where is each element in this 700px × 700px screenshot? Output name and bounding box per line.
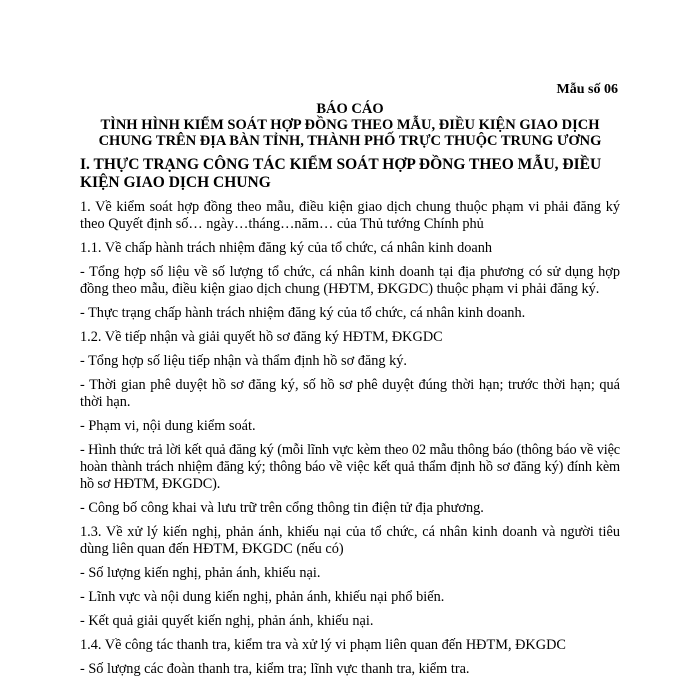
paragraph-1-2-e: - Công bố công khai và lưu trữ trên cổng thông tin điện tử địa phương. xyxy=(80,500,484,516)
report-title-line-2: TÌNH HÌNH KIỂM SOÁT HỢP ĐỒNG THEO MẪU, ĐIỀU KIỆN GIAO DỊCH xyxy=(100,117,600,133)
paragraph-1-3-b: - Lĩnh vực và nội dung kiến nghị, phản ánh, khiếu nại phổ biến. xyxy=(80,589,445,605)
paragraph-1-2-d: - Hình thức trả lời kết quả đăng ký (mỗi lĩnh vực kèm theo 02 mẫu thông báo (thông báo về việc hoàn thành trách nhiệm đăng ký; thông báo về việc kết quả thẩm định hồ sơ đăng ký) đính kèm hồ sơ HĐTM, ĐKGDC). xyxy=(80,442,620,492)
paragraph-1: 1. Về kiểm soát hợp đồng theo mẫu, điều kiện giao dịch chung thuộc phạm vi phải đăng ký theo Quyết định số… ngày…tháng…năm… của Thủ tướng Chính phủ xyxy=(80,199,620,232)
paragraph-1-4: 1.4. Về công tác thanh tra, kiểm tra và xử lý vi phạm liên quan đến HĐTM, ĐKGDC xyxy=(80,637,566,653)
paragraph-1-2: 1.2. Về tiếp nhận và giải quyết hồ sơ đăng ký HĐTM, ĐKGDC xyxy=(80,329,443,345)
paragraph-1-2-c: - Phạm vi, nội dung kiểm soát. xyxy=(80,418,256,434)
paragraph-1-3-a: - Số lượng kiến nghị, phản ánh, khiếu nại. xyxy=(80,565,321,581)
paragraph-1-3: 1.3. Về xử lý kiến nghị, phản ánh, khiếu nại của tổ chức, cá nhân kinh doanh và người tiêu dùng liên quan đến HĐTM, ĐKGDC (nếu có) xyxy=(80,524,620,557)
report-body xyxy=(80,199,620,685)
paragraph-1-3-c: - Kết quả giải quyết kiến nghị, phản ánh, khiếu nại. xyxy=(80,613,374,629)
report-title-line-3: CHUNG TRÊN ĐỊA BÀN TỈNH, THÀNH PHỐ TRỰC THUỘC TRUNG ƯƠNG xyxy=(98,133,602,149)
section-heading: I. THỰC TRẠNG CÔNG TÁC KIỂM SOÁT HỢP ĐỒNG THEO MẪU, ĐIỀU KIỆN GIAO DỊCH CHUNG xyxy=(80,156,602,191)
report-title xyxy=(80,101,620,149)
paragraph-1-2-a: - Tổng hợp số liệu tiếp nhận và thẩm định hồ sơ đăng ký. xyxy=(80,353,407,369)
paragraph-1-1-b: - Thực trạng chấp hành trách nhiệm đăng ký của tổ chức, cá nhân kinh doanh. xyxy=(80,305,526,321)
paragraph-1-1: 1.1. Về chấp hành trách nhiệm đăng ký của tổ chức, cá nhân kinh doanh xyxy=(80,240,493,256)
report-title-line-1: BÁO CÁO xyxy=(316,101,384,117)
paragraph-1-1-a: - Tổng hợp số liệu về số lượng tổ chức, cá nhân kinh doanh tại địa phương có sử dụng hợp đồng theo mẫu, điều kiện giao dịch chung (HĐTM, ĐKGDC) thuộc phạm vi phải đăng ký. xyxy=(80,264,620,297)
form-number: Mẫu số 06 xyxy=(556,82,618,97)
paragraph-1-2-b: - Thời gian phê duyệt hồ sơ đăng ký, số hồ sơ phê duyệt đúng thời hạn; trước thời hạn; quá thời hạn. xyxy=(80,377,620,410)
paragraph-1-4-a: - Số lượng các đoàn thanh tra, kiểm tra; lĩnh vực thanh tra, kiểm tra. xyxy=(80,661,470,677)
